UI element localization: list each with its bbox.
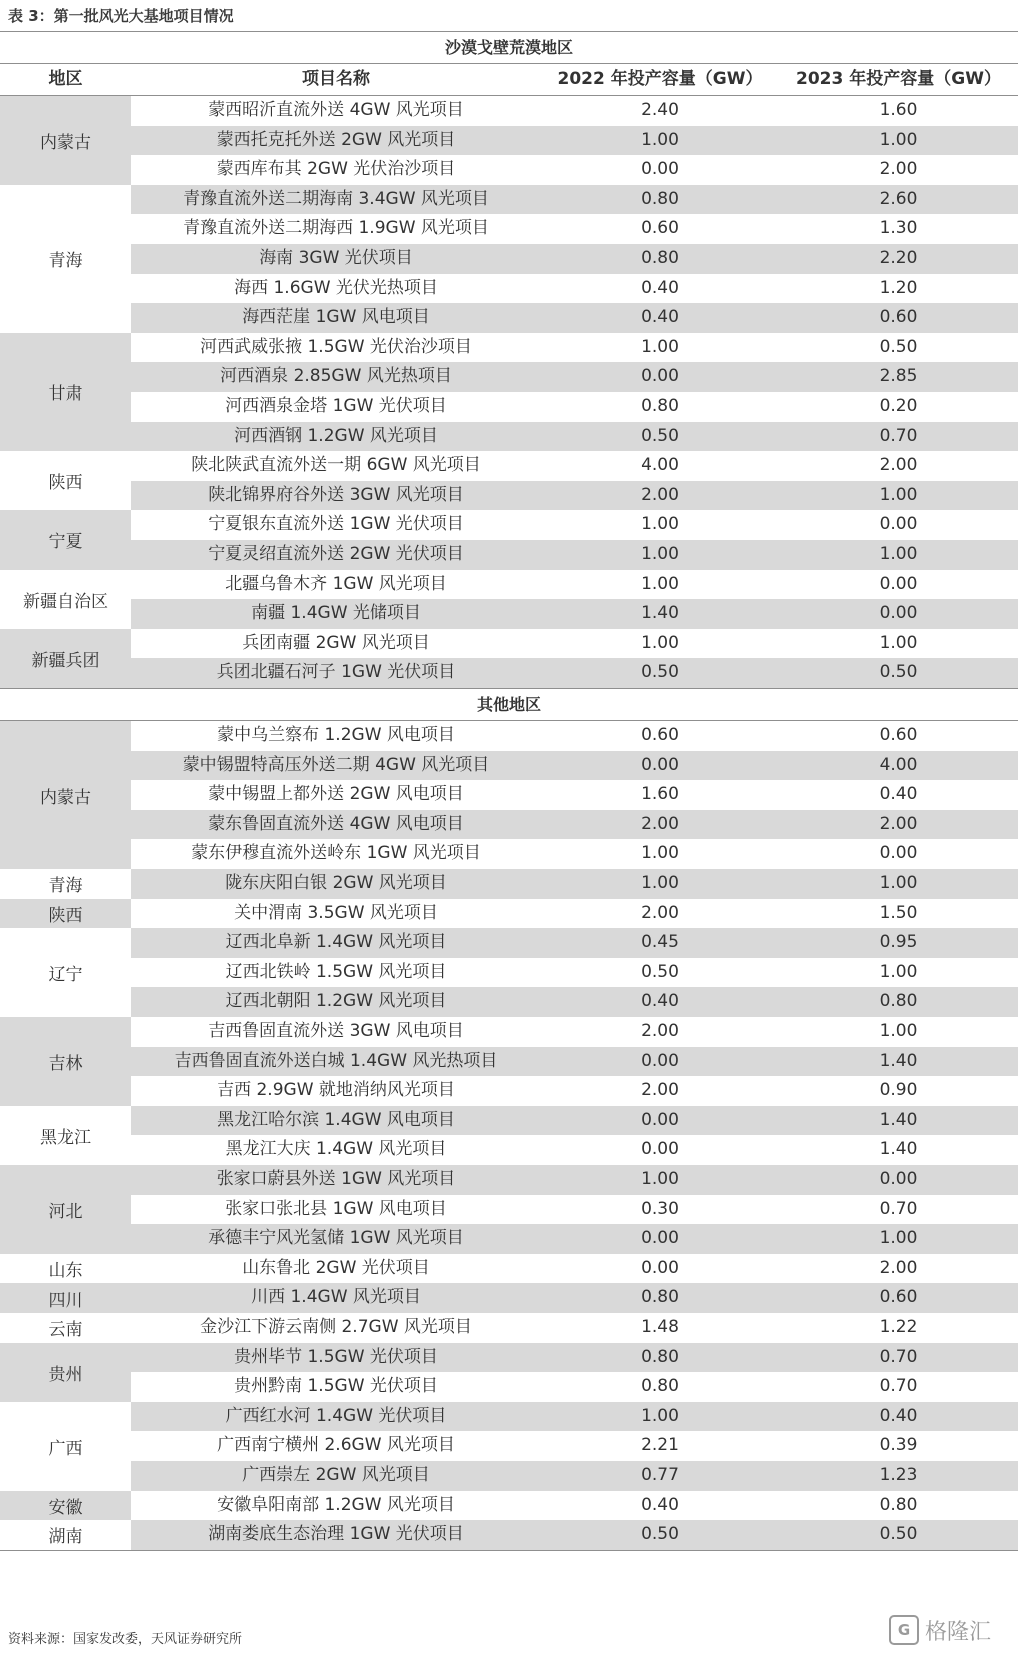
- cap-2022-cell: 0.40: [641, 991, 679, 1012]
- cap-2022-cell: 1.00: [641, 544, 679, 564]
- project-cell: 蒙中乌兰察布 1.2GW 风电项目: [217, 725, 455, 745]
- cap-2022-cell: 2.40: [641, 100, 679, 120]
- cap-2022-cell: 0.40: [641, 277, 679, 298]
- cap-2023-cell: 1.00: [879, 129, 918, 150]
- header-region: 地区: [48, 69, 83, 89]
- cap-2023-cell: 1.30: [879, 218, 918, 239]
- project-cell: 金沙江下游云南侧 2.7GW 风光项目: [200, 1317, 472, 1337]
- project-cell: 广西红水河 1.4GW 光伏项目: [225, 1405, 447, 1426]
- cap-2023-cell: 1.50: [879, 902, 918, 923]
- cap-2022-cell: 0.50: [641, 1524, 679, 1545]
- project-cell: 蒙西昭沂直流外送 4GW 风光项目: [208, 100, 464, 120]
- project-cell: 兵团北疆石河子 1GW 光伏项目: [216, 662, 456, 683]
- cap-2022-cell: 1.00: [641, 1169, 679, 1189]
- region-cell: 湖南: [48, 1527, 83, 1548]
- cap-2022-cell: 0.00: [641, 159, 679, 180]
- cap-2023-cell: 1.00: [879, 1228, 918, 1249]
- cap-2023-cell: 2.20: [879, 248, 918, 268]
- region-cell: 新疆自治区: [23, 591, 108, 612]
- region-cell: 内蒙古: [0, 721, 131, 869]
- region-cell: 云南: [48, 1320, 83, 1341]
- region-cell: 四川: [0, 1283, 131, 1313]
- region-cell: 贵州: [0, 1343, 131, 1402]
- project-cell: 蒙东鲁固直流外送 4GW 风电项目: [208, 813, 464, 834]
- cap-2022-cell: 1.60: [641, 784, 679, 805]
- project-cell: 海南 3GW 光伏项目: [259, 248, 413, 268]
- cap-2023-cell: 0.00: [879, 514, 918, 535]
- project-cell: 贵州黔南 1.5GW 光伏项目: [234, 1376, 438, 1397]
- cap-2022-cell: 0.30: [641, 1198, 679, 1219]
- cap-2022-cell: 0.80: [641, 1346, 679, 1367]
- cap-2022-cell: 0.45: [641, 932, 679, 953]
- cap-2022-cell: 0.00: [641, 1228, 679, 1249]
- cap-2023-cell: 0.00: [879, 603, 918, 624]
- cap-2023-cell: 1.40: [879, 1109, 918, 1130]
- cap-2023-cell: 0.60: [879, 725, 918, 745]
- cap-2023-cell: 1.00: [879, 484, 918, 505]
- region-cell: 辽宁: [48, 965, 83, 986]
- cap-2022-cell: 2.00: [641, 813, 679, 834]
- cap-2023-cell: 0.20: [879, 396, 918, 416]
- cap-2023-cell: 2.00: [879, 455, 918, 476]
- project-cell: 蒙东伊穆直流外送岭东 1GW 风光项目: [191, 843, 481, 864]
- project-cell: 蒙西托克托外送 2GW 风光项目: [216, 129, 456, 150]
- project-cell: 安徽阜阳南部 1.2GW 风光项目: [217, 1494, 455, 1515]
- region-cell: 新疆兵团: [0, 629, 131, 688]
- project-cell: 湖南娄底生态治理 1GW 光伏项目: [208, 1524, 464, 1545]
- watermark-icon: G: [889, 1615, 919, 1645]
- cap-2022-cell: 0.60: [641, 218, 679, 239]
- project-cell: 海西茫崖 1GW 风电项目: [242, 307, 430, 328]
- cap-2022-cell: 1.00: [641, 632, 679, 653]
- cap-2023-cell: 0.00: [879, 843, 918, 864]
- cap-2022-cell: 2.00: [641, 484, 679, 505]
- cap-2023-cell: 2.85: [879, 366, 918, 387]
- project-cell: 承德丰宁风光氢储 1GW 风光项目: [208, 1228, 464, 1249]
- cap-2023-cell: 0.70: [879, 425, 918, 446]
- cap-2022-cell: 2.21: [641, 1435, 679, 1456]
- section-title-other: 其他地区: [0, 689, 1018, 721]
- cap-2023-cell: 1.20: [879, 277, 918, 298]
- region-cell: 广西: [48, 1438, 83, 1459]
- region-cell: 黑龙江: [40, 1127, 91, 1148]
- project-cell: 山东鲁北 2GW 光伏项目: [242, 1257, 430, 1278]
- project-cell: 宁夏银东直流外送 1GW 光伏项目: [208, 514, 464, 535]
- region-cell: 青海: [48, 251, 83, 272]
- region-cell: 内蒙古: [0, 96, 131, 185]
- cap-2023-cell: 1.60: [879, 100, 918, 120]
- project-cell: 宁夏灵绍直流外送 2GW 光伏项目: [208, 544, 464, 564]
- cap-2023-cell: 0.39: [879, 1435, 918, 1456]
- region-cell: 青海: [48, 876, 83, 897]
- table-header: [0, 64, 1018, 96]
- watermark-logo: [889, 1612, 991, 1648]
- project-cell: 蒙中锡盟特高压外送二期 4GW 风光项目: [182, 754, 490, 775]
- cap-2023-cell: 0.00: [879, 1169, 918, 1189]
- project-cell: 关中渭南 3.5GW 风光项目: [234, 902, 438, 923]
- project-cell: 青豫直流外送二期海西 1.9GW 风光项目: [183, 218, 489, 239]
- cap-2023-cell: 0.60: [879, 307, 918, 328]
- section-body-other: [0, 721, 1018, 1550]
- project-cell: 辽西北铁岭 1.5GW 风光项目: [225, 961, 447, 982]
- project-cell: 南疆 1.4GW 光储项目: [251, 603, 421, 624]
- cap-2022-cell: 0.00: [641, 754, 679, 775]
- table-bottom-rule: [0, 1550, 1018, 1551]
- cap-2022-cell: 0.00: [641, 1257, 679, 1278]
- table-caption: 表 3：第一批风光大基地项目情况: [8, 7, 234, 25]
- cap-2022-cell: 0.40: [641, 307, 679, 328]
- project-cell: 北疆乌鲁木齐 1GW 风光项目: [225, 573, 447, 594]
- header-cap-2023: 2023 年投产容量（GW）: [796, 69, 1001, 89]
- header-project: 项目名称: [302, 69, 370, 89]
- cap-2023-cell: 1.22: [879, 1317, 918, 1337]
- source-note: 资料来源：国家发改委，天风证券研究所: [8, 1632, 243, 1647]
- cap-2023-cell: 2.00: [879, 159, 918, 180]
- cap-2022-cell: 0.50: [641, 662, 679, 683]
- cap-2023-cell: 2.00: [879, 1257, 918, 1278]
- cap-2022-cell: 0.00: [641, 1050, 679, 1071]
- project-cell: 黑龙江哈尔滨 1.4GW 风电项目: [217, 1109, 455, 1130]
- project-cell: 辽西北朝阳 1.2GW 风光项目: [225, 991, 447, 1012]
- cap-2022-cell: 0.50: [641, 961, 679, 982]
- project-cell: 兵团南疆 2GW 风光项目: [242, 632, 430, 653]
- region-cell: 甘肃: [0, 333, 131, 451]
- project-cell: 吉西 2.9GW 就地消纳风光项目: [217, 1080, 455, 1101]
- project-cell: 蒙中锡盟上都外送 2GW 风电项目: [208, 784, 464, 805]
- cap-2022-cell: 1.00: [641, 1405, 679, 1426]
- cap-2023-cell: 0.90: [879, 1080, 918, 1101]
- projects-table: [0, 31, 1018, 1551]
- region-cell: 山东: [48, 1261, 83, 1282]
- cap-2022-cell: 0.00: [641, 1109, 679, 1130]
- cap-2022-cell: 2.00: [641, 1080, 679, 1101]
- project-cell: 吉西鲁固直流外送白城 1.4GW 风光热项目: [174, 1050, 498, 1071]
- watermark-text: 格隆汇: [924, 1619, 991, 1645]
- project-cell: 张家口张北县 1GW 风电项目: [225, 1198, 447, 1219]
- cap-2022-cell: 1.00: [641, 573, 679, 594]
- cap-2023-cell: 1.00: [879, 873, 918, 893]
- cap-2023-cell: 0.50: [879, 1524, 918, 1545]
- cap-2022-cell: 0.80: [641, 248, 679, 268]
- region-cell: 吉林: [0, 1017, 131, 1106]
- cap-2023-cell: 1.23: [879, 1465, 918, 1485]
- cap-2023-cell: 1.40: [879, 1050, 918, 1071]
- cap-2023-cell: 2.00: [879, 813, 918, 834]
- project-cell: 海西 1.6GW 光伏光热项目: [234, 277, 438, 298]
- cap-2022-cell: 1.00: [641, 873, 679, 893]
- project-cell: 河西酒泉金塔 1GW 光伏项目: [225, 396, 447, 416]
- cap-2023-cell: 0.40: [879, 784, 918, 805]
- cap-2023-cell: 0.50: [879, 662, 918, 683]
- cap-2023-cell: 1.00: [879, 544, 918, 564]
- cap-2022-cell: 2.00: [641, 1021, 679, 1041]
- cap-2022-cell: 1.00: [641, 514, 679, 535]
- cap-2023-cell: 0.80: [879, 1494, 918, 1515]
- cap-2023-cell: 4.00: [879, 754, 918, 775]
- project-cell: 张家口蔚县外送 1GW 风光项目: [216, 1169, 456, 1189]
- cap-2022-cell: 0.77: [641, 1465, 679, 1485]
- cap-2023-cell: 0.95: [879, 932, 918, 953]
- project-cell: 广西南宁横州 2.6GW 风光项目: [217, 1435, 455, 1456]
- cap-2023-cell: 0.40: [879, 1405, 918, 1426]
- cap-2022-cell: 2.00: [641, 902, 679, 923]
- cap-2022-cell: 4.00: [641, 455, 679, 476]
- cap-2022-cell: 1.48: [641, 1317, 679, 1337]
- region-cell: 安徽: [0, 1491, 131, 1521]
- cap-2022-cell: 0.80: [641, 396, 679, 416]
- cap-2023-cell: 0.80: [879, 991, 918, 1012]
- header-cap-2022: 2022 年投产容量（GW）: [557, 69, 763, 89]
- cap-2022-cell: 1.00: [641, 336, 679, 357]
- project-cell: 贵州毕节 1.5GW 光伏项目: [234, 1346, 438, 1367]
- project-cell: 河西酒泉 2.85GW 风光热项目: [220, 366, 452, 387]
- project-cell: 川西 1.4GW 风光项目: [251, 1287, 421, 1308]
- cap-2022-cell: 1.00: [641, 129, 679, 150]
- section-title-desert: 沙漠戈壁荒漠地区: [0, 32, 1018, 64]
- project-cell: 吉西鲁固直流外送 3GW 风电项目: [208, 1021, 464, 1041]
- cap-2023-cell: 0.70: [879, 1198, 918, 1219]
- project-cell: 陇东庆阳白银 2GW 风光项目: [225, 873, 447, 893]
- project-cell: 广西崇左 2GW 风光项目: [242, 1465, 430, 1485]
- project-cell: 河西酒钢 1.2GW 风光项目: [234, 425, 438, 446]
- region-cell: 河北: [0, 1165, 131, 1254]
- cap-2022-cell: 0.60: [641, 725, 679, 745]
- cap-2022-cell: 0.80: [641, 188, 679, 209]
- project-cell: 河西武威张掖 1.5GW 光伏治沙项目: [200, 336, 472, 357]
- cap-2023-cell: 0.70: [879, 1346, 918, 1367]
- cap-2022-cell: 0.50: [641, 425, 679, 446]
- cap-2022-cell: 0.00: [641, 366, 679, 387]
- cap-2022-cell: 0.40: [641, 1494, 679, 1515]
- section-body-desert: [0, 96, 1018, 688]
- cap-2023-cell: 0.70: [879, 1376, 918, 1397]
- cap-2022-cell: 1.40: [641, 603, 679, 624]
- region-cell: 宁夏: [0, 510, 131, 569]
- cap-2023-cell: 1.40: [879, 1139, 918, 1160]
- project-cell: 青豫直流外送二期海南 3.4GW 风光项目: [183, 188, 489, 209]
- cap-2023-cell: 1.00: [879, 632, 918, 653]
- cap-2023-cell: 2.60: [879, 188, 918, 209]
- cap-2023-cell: 1.00: [879, 1021, 918, 1041]
- project-cell: 陕北锦界府谷外送 3GW 风光项目: [208, 484, 464, 505]
- cap-2023-cell: 1.00: [879, 961, 918, 982]
- cap-2023-cell: 0.50: [879, 336, 918, 357]
- cap-2022-cell: 0.00: [641, 1139, 679, 1160]
- cap-2022-cell: 0.80: [641, 1376, 679, 1397]
- region-cell: 陕西: [48, 473, 83, 494]
- project-cell: 辽西北阜新 1.4GW 风光项目: [225, 932, 447, 953]
- project-cell: 陕北陕武直流外送一期 6GW 风光项目: [191, 455, 481, 476]
- cap-2022-cell: 1.00: [641, 843, 679, 864]
- cap-2023-cell: 0.60: [879, 1287, 918, 1308]
- project-cell: 黑龙江大庆 1.4GW 风光项目: [225, 1139, 447, 1160]
- project-cell: 蒙西库布其 2GW 光伏治沙项目: [216, 159, 456, 180]
- cap-2022-cell: 0.80: [641, 1287, 679, 1308]
- cap-2023-cell: 0.00: [879, 573, 918, 594]
- region-cell: 陕西: [0, 899, 131, 929]
